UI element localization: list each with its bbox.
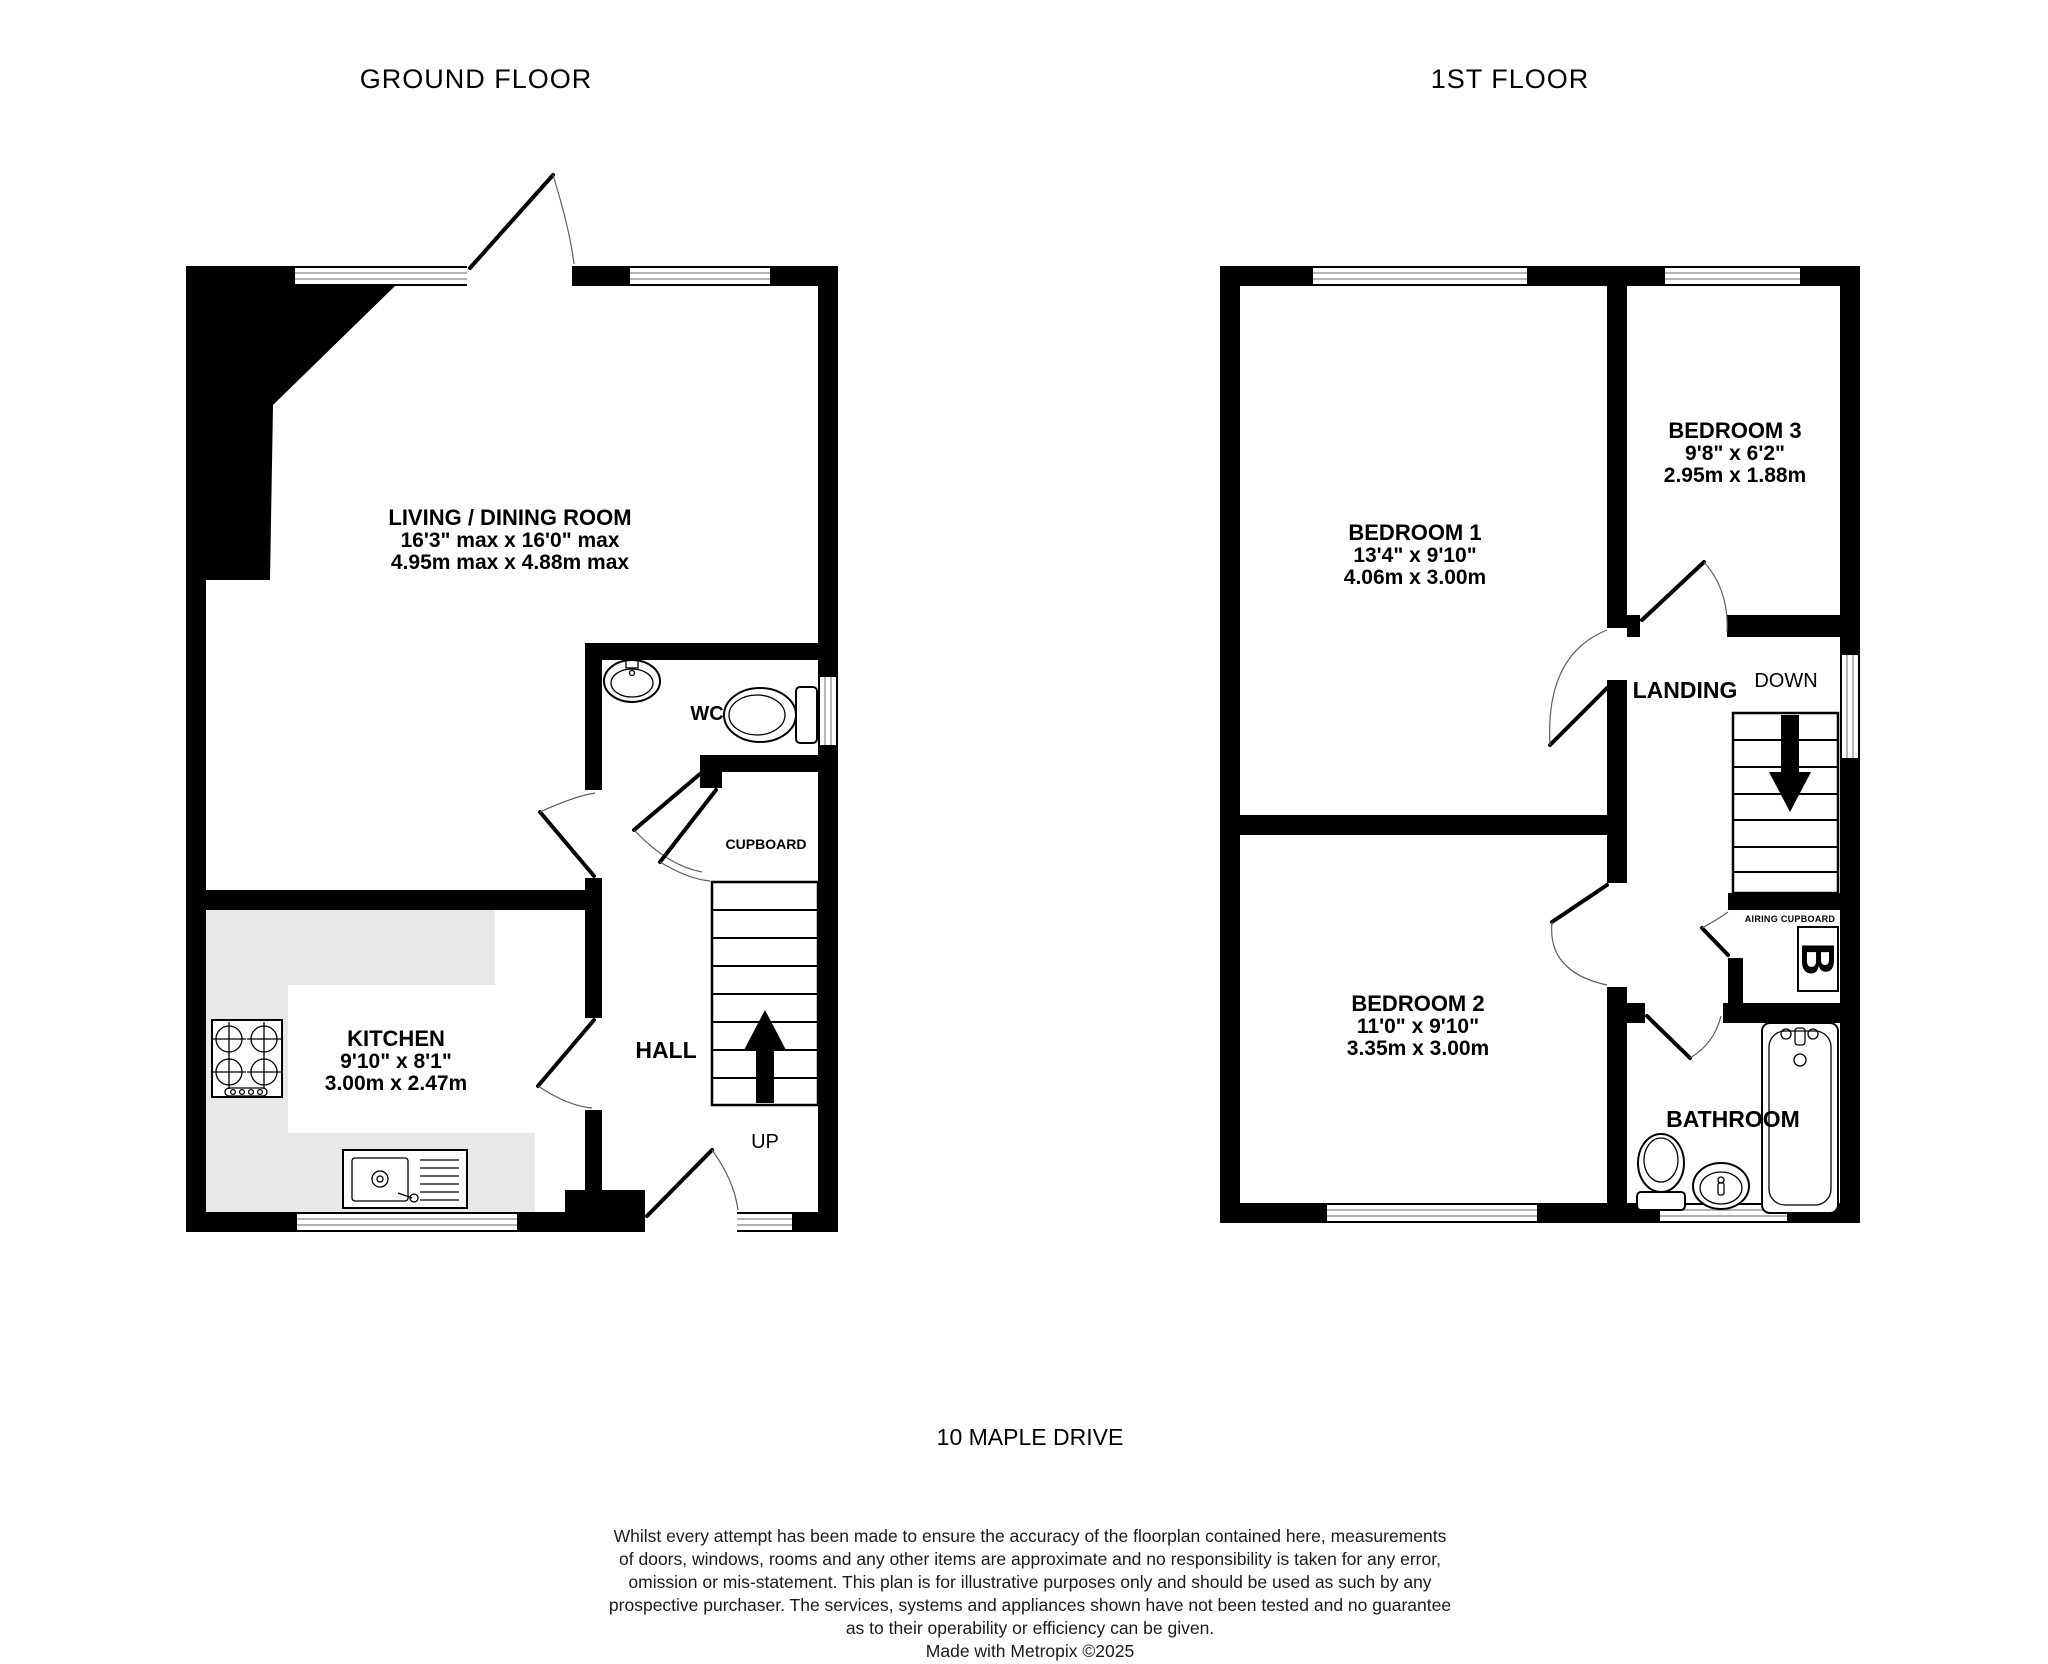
stairs-up [712,882,818,1105]
disclaimer-line: prospective purchaser. The services, systems and appliances shown have not been tested and no guarantee [608,1595,1452,1615]
bathroom-basin-icon [1693,1163,1749,1209]
room-dims-metric: 2.95m x 1.88m [1663,464,1807,487]
landing-label: LANDING [1632,677,1738,703]
room-name: BEDROOM 1 [1348,520,1482,545]
hall-label: HALL [635,1037,697,1063]
patio-door-swing [470,175,574,268]
cupboard-door-swing [660,790,716,881]
ground-floor-plan [186,175,838,1232]
kitchen-door-swing [538,1020,594,1108]
wc-label: WC [690,703,724,725]
bathroom-toilet-icon [1637,1134,1685,1210]
hob-icon [212,1020,282,1097]
disclaimer-line: as to their operability or efficiency can be given. [845,1618,1215,1638]
window [297,1212,517,1232]
ground-floor-title: GROUND FLOOR [359,64,593,94]
first-floor-plan [1220,266,1860,1223]
room-dims-metric: 4.95m max x 4.88m max [390,551,630,574]
window [1840,655,1860,758]
footer [609,1424,1451,1661]
property-address: 10 MAPLE DRIVE [936,1424,1124,1450]
bedroom1-door-swing [1550,630,1607,745]
stairs-down [1733,713,1838,893]
bedroom3-label [1664,418,1806,487]
first-floor-title: 1ST FLOOR [1430,64,1590,94]
bedroom2-door-swing [1552,885,1607,985]
bedroom2-label [1347,991,1489,1060]
disclaimer-line: of doors, windows, rooms and any other items are approximate and no responsibility is taken for any error, [619,1549,1441,1569]
room-dims-metric: 3.35m x 3.00m [1346,1037,1490,1060]
window [295,266,467,286]
up-label: UP [751,1131,779,1153]
room-dims-imperial: 9'8" x 6'2" [1685,442,1785,465]
airing-cupboard-door-swing [1702,912,1728,955]
front-door-swing [647,1150,738,1216]
room-dims-metric: 4.06m x 3.00m [1343,566,1487,589]
room-dims-metric: 3.00m x 2.47m [324,1072,468,1095]
window [818,677,838,745]
room-dims-imperial: 13'4" x 9'10" [1353,544,1477,567]
room-name: BEDROOM 3 [1668,418,1802,443]
metropix-credit: Made with Metropix ©2025 [925,1641,1135,1661]
down-label: DOWN [1754,670,1818,692]
room-dims-imperial: 11'0" x 9'10" [1356,1015,1480,1038]
window [737,1212,792,1232]
boiler-letter: B [1792,942,1844,976]
window [1313,266,1527,286]
bedroom1-label [1344,520,1486,589]
wc-basin-icon [604,659,660,702]
window [630,266,770,286]
room-dims-imperial: 9'10" x 8'1" [340,1050,452,1073]
wc-toilet-icon [724,687,817,743]
bathroom-label: BATHROOM [1666,1106,1800,1132]
window [1327,1203,1537,1223]
boiler-icon [1792,927,1844,991]
room-name: KITCHEN [347,1026,445,1051]
cupboard-label: CUPBOARD [725,836,807,852]
bathroom-door-swing [1647,1016,1721,1058]
living-dining-room-label [388,505,631,574]
bedroom3-door-swing [1642,562,1727,632]
window [1665,266,1800,286]
disclaimer-line: Whilst every attempt has been made to ensure the accuracy of the floorplan contained here, measurements [613,1526,1447,1546]
airing-cupboard-label: AIRING CUPBOARD [1744,914,1836,924]
chimney-breast [206,286,395,580]
kitchen-sink-icon [343,1150,467,1208]
room-dims-imperial: 16'3" max x 16'0" max [400,529,620,552]
room-name: BEDROOM 2 [1351,991,1485,1016]
living-room-door-swing [540,793,595,876]
kitchen-label [325,1026,467,1095]
disclaimer-line: omission or mis-statement. This plan is for illustrative purposes only and should be used as such by any [628,1572,1432,1592]
room-name: LIVING / DINING ROOM [388,505,632,530]
